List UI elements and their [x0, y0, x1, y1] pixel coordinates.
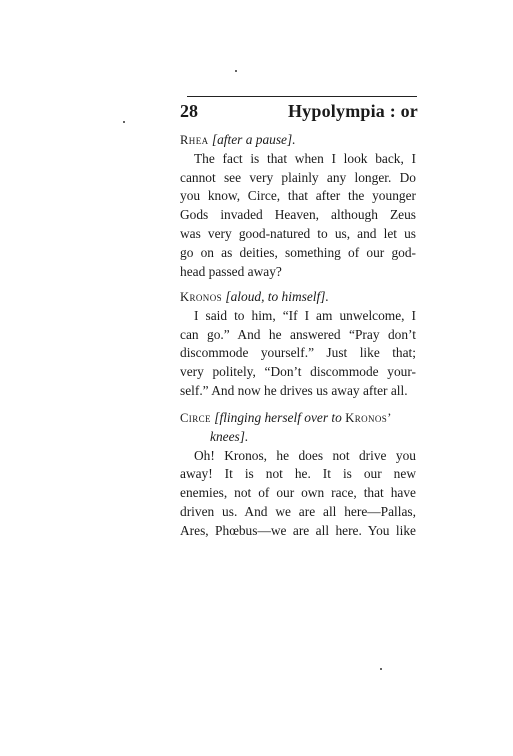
speaker-name-inline: Kronos’	[345, 411, 392, 425]
speech-kronos	[180, 288, 416, 401]
ink-speck	[123, 121, 125, 123]
text-line: cannot see very plainly any longer. Do	[180, 169, 416, 185]
text-line: very politely, “Don’t discommode your-	[180, 364, 416, 380]
text-line: enemies, not of our own race, that have	[180, 485, 416, 501]
speaker-name: Circe	[180, 411, 211, 425]
text-line: I said to him, “If I am unwelcome, I	[194, 307, 416, 323]
speaker-line	[180, 288, 416, 307]
speaker-name: Kronos	[180, 290, 223, 304]
page-number: 28	[180, 101, 198, 121]
text-line: driven us. And we are all here—Pallas,	[180, 503, 416, 519]
speech-circe	[180, 409, 416, 541]
text-line: head passed away?	[180, 263, 282, 279]
running-head: Hypolympia : or	[287, 101, 418, 121]
speaker-name: Rhea	[180, 133, 209, 147]
stage-direction: knees].	[210, 428, 249, 444]
header-rule	[187, 96, 417, 97]
ink-speck	[235, 70, 237, 72]
text-line: can go.” And he answered “Pray don’t	[180, 326, 416, 342]
stage-direction: [aloud, to himself].	[225, 289, 329, 304]
speaker-line	[180, 409, 416, 428]
stage-direction: [after a pause].	[211, 132, 296, 147]
text-line: self.” And now he drives us away after all.	[180, 382, 408, 398]
text-line: go on as deities, something of our god-	[180, 244, 416, 260]
text-line: Gods invaded Heaven, although Zeus	[180, 207, 416, 223]
text-line: discommode yourself.” Just like that;	[180, 345, 416, 361]
text-line: was very good-natured to us, and let us	[180, 225, 416, 241]
speaker-line	[180, 131, 416, 150]
speech-rhea	[180, 131, 416, 281]
text-line: Ares, Phœbus—we are all here. You like	[180, 522, 416, 538]
text-line: The fact is that when I look back, I	[194, 150, 416, 166]
stage-direction: [flinging herself over to	[214, 410, 342, 425]
text-line: Oh! Kronos, he does not drive you	[194, 447, 416, 463]
ink-speck	[380, 668, 382, 670]
text-line: you know, Circe, that after the younger	[180, 188, 416, 204]
page-header	[180, 101, 418, 123]
stage-direction-continuation	[180, 428, 416, 447]
text-line: away! It is not he. It is our new	[180, 466, 416, 482]
